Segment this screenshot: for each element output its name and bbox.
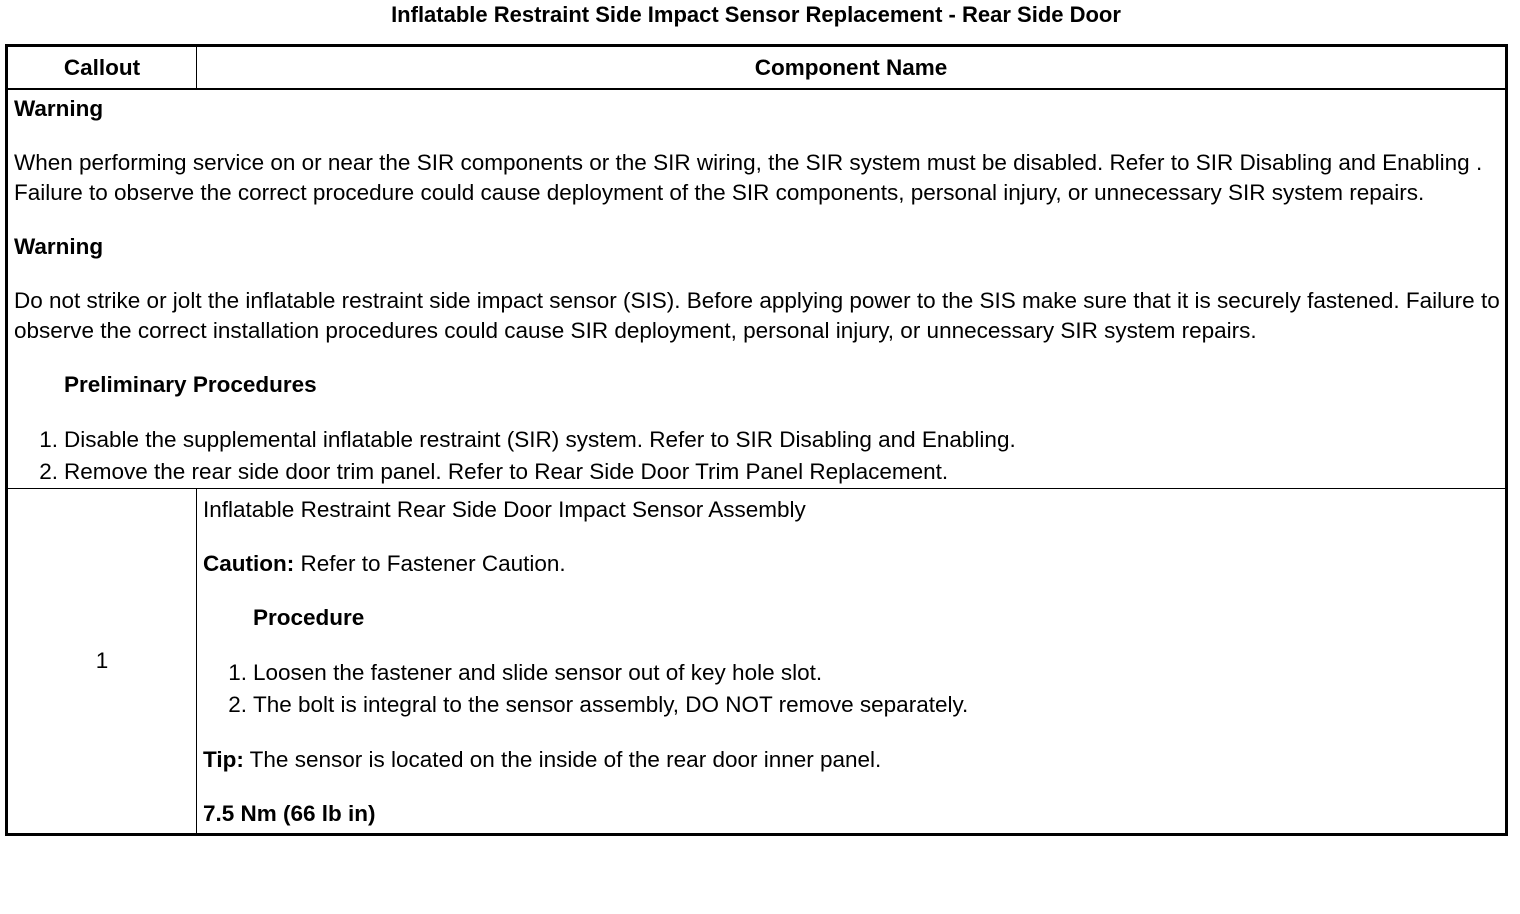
list-item: 1. Loosen the fastener and slide sensor out of key hole slot. xyxy=(228,660,823,685)
torque-spec: 7.5 Nm (66 lb in) xyxy=(203,801,376,826)
preliminary-cell xyxy=(7,89,1507,489)
procedure-steps-list xyxy=(203,657,1505,721)
preliminary-steps-list xyxy=(14,424,1505,488)
table-row xyxy=(7,489,1507,835)
preliminary-row xyxy=(7,89,1507,489)
procedure-heading: Procedure xyxy=(253,605,365,630)
header-component-name: Component Name xyxy=(197,46,1507,90)
list-item: 2. The bolt is integral to the sensor assembly, DO NOT remove separately. xyxy=(228,692,969,717)
list-item: 1. Disable the supplemental inflatable restraint (SIR) system. Refer to SIR Disabling and Enabling. xyxy=(39,427,1016,452)
preliminary-procedures-heading: Preliminary Procedures xyxy=(64,372,317,397)
table-header-row xyxy=(7,46,1507,90)
callout-number: 1 xyxy=(7,489,197,835)
warning-label: Warning xyxy=(14,234,104,259)
component-name: Inflatable Restraint Rear Side Door Impact Sensor Assembly xyxy=(203,497,806,522)
warning-label: Warning xyxy=(14,96,104,121)
warning-text: Do not strike or jolt the inflatable restraint side impact sensor (SIS). Before applying power to the SIS make sure that it is securely fastened. Failure to observe the correct installation procedures could cause SIR deployment, personal injury, or unnecessary SIR system repairs. xyxy=(14,288,1500,343)
list-item: 2. Remove the rear side door trim panel. Refer to Rear Side Door Trim Panel Replacement. xyxy=(39,459,949,484)
procedure-table xyxy=(5,44,1508,836)
caution-note: Caution: Refer to Fastener Caution. xyxy=(203,551,566,576)
warning-text: When performing service on or near the SIR components or the SIR wiring, the SIR system must be disabled. Refer to SIR Disabling and Enabling . Failure to observe the correct procedure could cause deployment of the SIR components, personal injury, or unnecessary SIR system repairs. xyxy=(14,150,1483,205)
page-title: Inflatable Restraint Side Impact Sensor Replacement - Rear Side Door xyxy=(391,2,1121,27)
header-callout: Callout xyxy=(7,46,197,90)
tip-note: Tip: The sensor is located on the inside of the rear door inner panel. xyxy=(203,747,882,772)
component-detail-cell xyxy=(197,489,1507,835)
